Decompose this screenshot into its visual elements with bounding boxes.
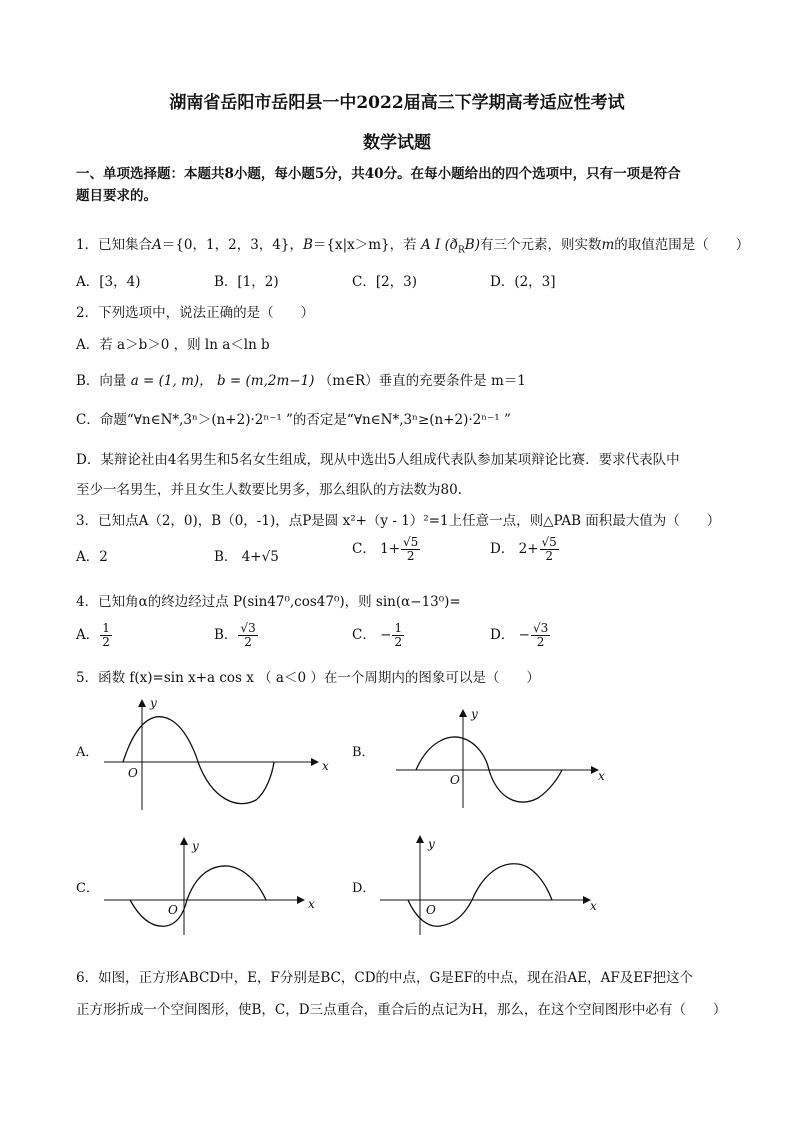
fraction-denominator: 2 bbox=[536, 635, 545, 649]
q1-stem-b: ＝{0，1，2，3，4}， bbox=[161, 237, 303, 253]
fraction-denominator: 2 bbox=[102, 635, 110, 649]
q2-option-d-line1: D．某辩论社由4名男生和5名女生组成，现从中选出5人组成代表队参加某项辩论比赛．要求代表队中 bbox=[76, 452, 680, 468]
origin-label: O bbox=[168, 903, 178, 917]
fraction-denominator: 2 bbox=[394, 635, 403, 649]
q1-set-b: B bbox=[302, 237, 313, 253]
q2-option-a: A．若 a＞b＞0 ，则 ln a＜ln b bbox=[76, 337, 270, 353]
x-axis-label: x bbox=[590, 899, 597, 913]
graph-c bbox=[76, 838, 315, 935]
page-title: 湖南省岳阳市岳阳县一中2022届高三下学期高考适应性考试 bbox=[169, 93, 625, 113]
origin-label: O bbox=[450, 773, 460, 787]
q4-stem: 4．已知角α的终边经过点 P(sin47⁰,cos47⁰)，则 sin(α−13⁰)= bbox=[76, 594, 461, 610]
y-axis-label: y bbox=[192, 839, 199, 853]
q2-stem: 2．下列选项中，说法正确的是（ ） bbox=[76, 305, 315, 321]
section-heading-line2: 题目要求的。 bbox=[76, 188, 157, 204]
q2-option-b-post: （m∈R）垂直的充要条件是 m＝1 bbox=[318, 373, 526, 389]
fraction-numerator: 1 bbox=[394, 621, 403, 635]
q2-vector-b: b = (m,2m−1) bbox=[216, 373, 315, 389]
graph-c-label: C． bbox=[76, 881, 99, 896]
sine-curve bbox=[123, 717, 274, 804]
fraction-numerator: √5 bbox=[541, 535, 557, 549]
q4-option-d-label: D． − bbox=[490, 627, 530, 643]
x-axis-label: x bbox=[308, 897, 315, 911]
x-axis-label: x bbox=[322, 759, 329, 773]
q1-stem-e: 的取值范围是（ ） bbox=[614, 237, 750, 253]
fraction-numerator: √5 bbox=[403, 535, 419, 549]
y-axis-label: y bbox=[471, 707, 478, 721]
q3-option-b: B． 4+√5 bbox=[214, 549, 279, 565]
q1-set-a: A bbox=[152, 237, 162, 253]
q3-option-a: A．2 bbox=[76, 549, 108, 565]
graph-d bbox=[352, 836, 597, 935]
y-axis-label: y bbox=[428, 837, 435, 851]
q2-option-c: C．命题“∀n∈N*,3ⁿ＞(n+2)·2ⁿ⁻¹ ”的否定是“∀n∈N*,3ⁿ≥(n+2)·2ⁿ⁻¹ ” bbox=[76, 412, 511, 428]
q5-stem: 5．函数 f(x)=sin x+a cos x （ a＜0 ）在一个周期内的图象可以是（ ） bbox=[76, 670, 540, 686]
q2-option-d-line2: 至少一名男生，并且女生人数要比男多，那么组队的方法数为80. bbox=[76, 482, 462, 498]
q1-expression: A I (ð bbox=[420, 237, 459, 253]
fraction-denominator: 2 bbox=[244, 635, 252, 649]
fraction-numerator: 1 bbox=[102, 621, 110, 635]
origin-label: O bbox=[128, 766, 138, 780]
origin-label: O bbox=[426, 903, 436, 917]
q1-stem-c: ＝{x|x＞m}，若 bbox=[312, 237, 417, 253]
q3-stem: 3．已知点A（2，0)，B（0，-1)，点P是圆 x²+（y - 1）²=1上任意一点，则△PAB 面积最大值为（ ） bbox=[76, 513, 721, 529]
q1-stem-d: 有三个元素，则实数 bbox=[479, 237, 602, 253]
graph-b bbox=[352, 707, 605, 808]
page-subtitle: 数学试题 bbox=[363, 133, 431, 153]
fraction-denominator: 2 bbox=[406, 549, 415, 563]
q2-vector-a: a = (1, m)， bbox=[130, 373, 213, 389]
q6-line2: 正方形折成一个空间图形，使B，C，D三点重合，重合后的点记为H，那么，在这个空间图形中必有（ ） bbox=[76, 1002, 727, 1018]
graph-d-label: D． bbox=[352, 881, 376, 896]
q4-option-a-label: A． bbox=[76, 627, 100, 643]
q1-expression-sub: R bbox=[458, 245, 465, 256]
fraction-numerator: √3 bbox=[532, 621, 549, 635]
fraction-numerator: √3 bbox=[240, 621, 256, 635]
q1-option-d: D．(2，3] bbox=[490, 274, 556, 290]
q1-option-b: B．[1，2) bbox=[214, 274, 279, 290]
y-axis-label: y bbox=[150, 696, 157, 710]
fraction-denominator: 2 bbox=[545, 549, 553, 563]
q3-option-c-pre: C． 1+ bbox=[352, 541, 401, 557]
section-heading-line1: 一、单项选择题：本题共8小题，每小题5分，共40分。在每小题给出的四个选项中，只有一项是符合 bbox=[76, 166, 681, 182]
graph-b-label: B． bbox=[352, 745, 375, 760]
q6-line1: 6．如图，正方形ABCD中，E，F分别是BC，CD的中点，G是EF的中点，现在沿AE，AF及EF把这个 bbox=[76, 970, 693, 986]
q4-option-c-label: C． − bbox=[352, 627, 392, 643]
q1-option-c: C．[2，3) bbox=[352, 274, 418, 290]
q1-stem-a: 1．已知集合 bbox=[76, 237, 153, 253]
q1-expression-end: B) bbox=[464, 237, 480, 253]
q2-option-b-pre: B．向量 bbox=[76, 373, 127, 389]
q1-var-m: m bbox=[601, 237, 615, 253]
graph-a-label: A． bbox=[76, 745, 99, 760]
x-axis-label: x bbox=[598, 769, 605, 783]
graph-a bbox=[75, 696, 329, 810]
q4-option-b-label: B． bbox=[214, 627, 238, 643]
sine-curve bbox=[130, 866, 266, 926]
q1-option-a: A．[3，4) bbox=[76, 274, 141, 290]
q3-option-d-pre: D． 2+ bbox=[490, 541, 539, 557]
